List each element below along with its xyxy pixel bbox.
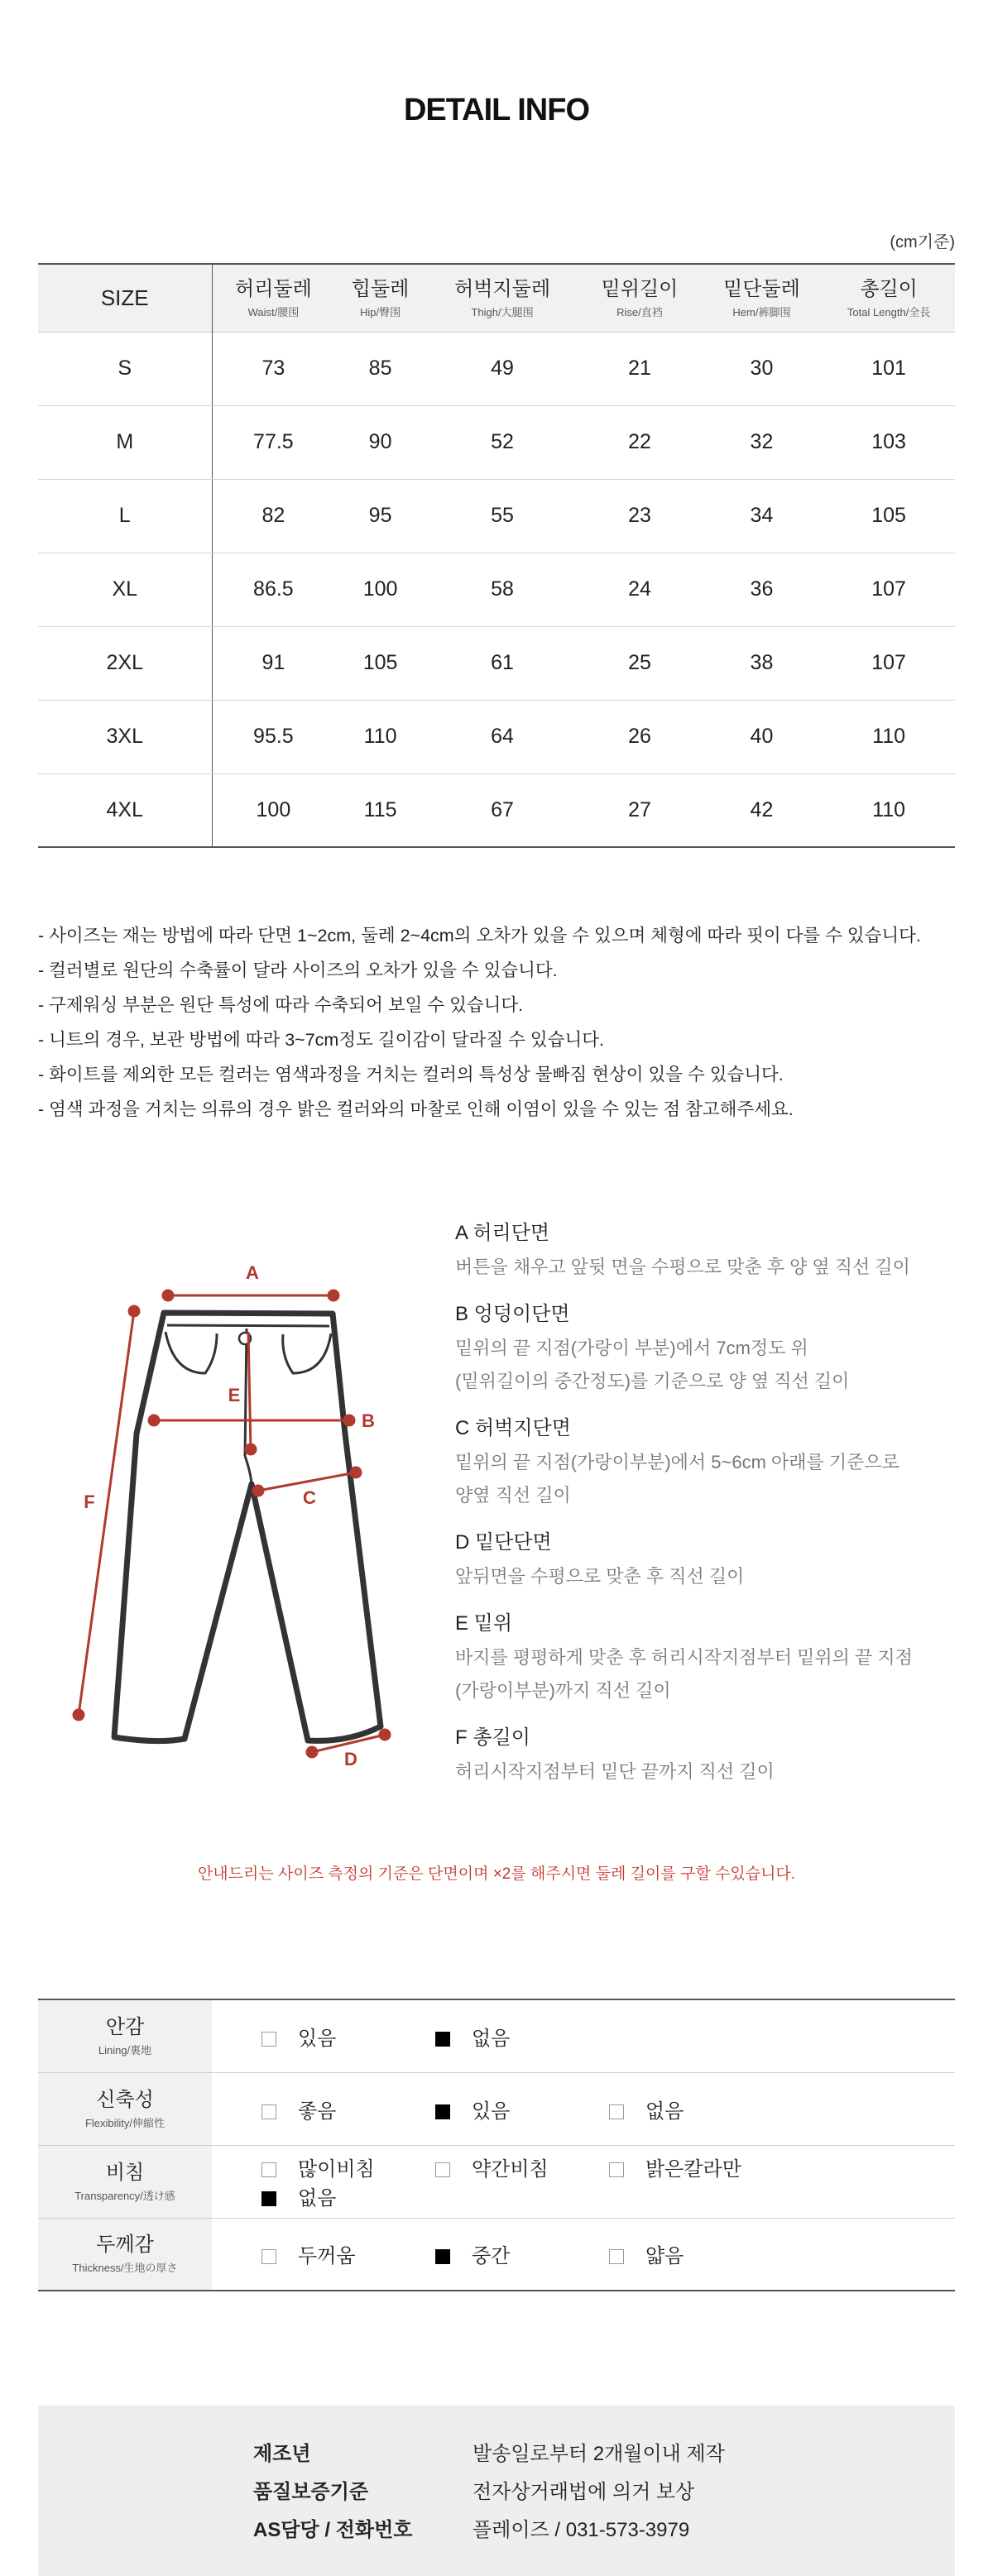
fly-line: [245, 1329, 247, 1456]
fabric-row: [38, 2218, 955, 2291]
value-cell: 86.5: [212, 553, 334, 626]
guide-item: [455, 1216, 968, 1284]
value-cell: 23: [578, 479, 700, 553]
note-item: - 니트의 경우, 보관 방법에 따라 3~7cm정도 길이감이 달라질 수 있습니다.: [38, 1030, 604, 1050]
size-table-header: [38, 264, 955, 332]
guide-desc: 앞뒤면을 수평으로 맞춘 후 직선 길이: [455, 1566, 745, 1587]
fabric-label-en: Thickness/生地の厚さ: [72, 2262, 178, 2275]
size-cell: S: [38, 332, 212, 405]
fabric-label-ko: 안감: [105, 2015, 145, 2038]
fabric-label-ko: 두께감: [96, 2234, 154, 2257]
value-cell: 101: [823, 332, 955, 405]
fabric-option: [435, 2152, 609, 2181]
label-d: D: [344, 1749, 357, 1769]
fabric-options: [212, 2218, 955, 2291]
value-cell: 67: [426, 773, 578, 847]
measure-guide: [455, 1216, 968, 1802]
info-value: 전자상거래법에 의거 보상: [473, 2481, 695, 2503]
fabric-option-label: 얇음: [645, 2245, 684, 2268]
value-cell: 100: [334, 553, 426, 626]
fabric-option: [435, 2239, 609, 2268]
fabric-option: [609, 2095, 783, 2124]
fabric-label-en: Transparency/透け感: [74, 2189, 175, 2202]
size-cell: 3XL: [38, 700, 212, 773]
fabric-label: [38, 1999, 212, 2072]
fabric-option-label: 있음: [472, 2100, 511, 2123]
guide-desc: (가랑이부분)까지 직선 길이: [455, 1680, 671, 1701]
value-cell: 107: [823, 553, 955, 626]
size-header: SIZE: [38, 264, 212, 332]
guide-item: [455, 1297, 968, 1398]
value-cell: 38: [701, 626, 823, 700]
value-cell: 110: [823, 700, 955, 773]
note-item: - 염색 과정을 거치는 의류의 경우 밝은 컬러와의 마찰로 인해 이염이 있을 수 있는 점 참고해주세요.: [38, 1099, 794, 1119]
fabric-option: [609, 2239, 783, 2268]
fabric-option: [261, 2095, 435, 2124]
page-title: DETAIL INFO: [403, 93, 590, 127]
value-cell: 64: [426, 700, 578, 773]
pants-diagram: [50, 1241, 414, 1803]
unchecked-box-icon: [435, 2162, 450, 2177]
fabric-label: [38, 2145, 212, 2218]
guide-item: [455, 1606, 968, 1707]
guide-desc: 버튼을 채우고 앞뒷 면을 수평으로 맞춘 후 양 옆 직선 길이: [455, 1257, 910, 1277]
col-header: 허리둘레 Waist/腰围: [235, 277, 312, 318]
col-header: 힙둘레 Hip/臀围: [351, 277, 410, 318]
fabric-row: [38, 1999, 955, 2072]
value-cell: 91: [212, 626, 334, 700]
info-key: AS담당 / 전화번호: [253, 2519, 413, 2541]
value-cell: 30: [701, 332, 823, 405]
guide-desc: 밑위의 끝 지점(가랑이부분)에서 5~6cm 아래를 기준으로: [455, 1452, 899, 1472]
guide-heading: D 밑단단면: [455, 1531, 552, 1554]
product-info-box: [38, 2406, 955, 2576]
value-cell: 40: [701, 700, 823, 773]
guide-desc: 바지를 평평하게 맞춘 후 허리시작지점부터 밑위의 끝 지점: [455, 1647, 913, 1668]
table-row: [38, 405, 955, 479]
col-header: 밑단둘레 Hem/裤脚围: [723, 277, 800, 318]
value-cell: 42: [701, 773, 823, 847]
value-cell: 115: [334, 773, 426, 847]
guide-heading: C 허벅지단면: [455, 1417, 571, 1439]
fabric-option: [261, 2152, 435, 2181]
size-cell: 2XL: [38, 626, 212, 700]
value-cell: 49: [426, 332, 578, 405]
value-cell: 36: [701, 553, 823, 626]
note-item: - 사이즈는 재는 방법에 따라 단면 1~2cm, 둘레 2~4cm의 오차가 있을 수 있으며 체형에 따라 핏이 다를 수 있습니다.: [38, 926, 921, 946]
fabric-row: [38, 2072, 955, 2145]
info-row: [38, 2475, 955, 2513]
unchecked-box-icon: [609, 2162, 624, 2177]
value-cell: 24: [578, 553, 700, 626]
fabric-options: [212, 1999, 955, 2072]
guide-item: [455, 1721, 968, 1788]
unchecked-box-icon: [261, 2162, 276, 2177]
fabric-option-label: 중간: [472, 2245, 511, 2268]
pants-outline: [114, 1313, 381, 1741]
table-row: [38, 479, 955, 553]
label-e: E: [228, 1385, 241, 1405]
value-cell: 77.5: [212, 405, 334, 479]
unchecked-box-icon: [609, 2104, 624, 2119]
size-cell: M: [38, 405, 212, 479]
fabric-option: [609, 2152, 783, 2181]
guide-heading: E 밑위: [455, 1612, 513, 1635]
col-header: 밑위길이 Rise/直裆: [601, 277, 679, 318]
note-item: - 화이트를 제외한 모든 컬러는 염색과정을 거치는 컬러의 특성상 물빠짐 현상이 있을 수 있습니다.: [38, 1065, 784, 1085]
size-cell: XL: [38, 553, 212, 626]
fabric-row: [38, 2145, 955, 2218]
value-cell: 58: [426, 553, 578, 626]
note-item: - 컬러별로 원단의 수축률이 달라 사이즈의 오차가 있을 수 있습니다.: [38, 960, 558, 980]
guide-desc: 허리시작지점부터 밑단 끝까지 직선 길이: [455, 1761, 775, 1782]
guide-heading: B 엉덩이단면: [455, 1303, 570, 1325]
checked-box-icon: [435, 2032, 450, 2047]
notes-list: [38, 918, 965, 1127]
value-cell: 61: [426, 626, 578, 700]
guide-heading: F 총길이: [455, 1726, 530, 1749]
fabric-option-label: 두꺼움: [298, 2245, 356, 2268]
value-cell: 21: [578, 332, 700, 405]
value-cell: 34: [701, 479, 823, 553]
value-cell: 32: [701, 405, 823, 479]
fabric-option: [261, 2181, 435, 2210]
guide-note: 안내드리는 사이즈 측정의 기준은 단면이며 ×2를 해주시면 둘레 길이를 구할 수있습니다.: [197, 1865, 796, 1883]
value-cell: 22: [578, 405, 700, 479]
value-cell: 82: [212, 479, 334, 553]
table-row: [38, 700, 955, 773]
checked-box-icon: [435, 2249, 450, 2264]
fabric-option-label: 없음: [298, 2187, 337, 2210]
label-c: C: [303, 1487, 316, 1508]
value-cell: 27: [578, 773, 700, 847]
value-cell: 26: [578, 700, 700, 773]
info-value: 발송일로부터 2개월이내 제작: [473, 2443, 725, 2465]
fabric-option-label: 있음: [298, 2027, 337, 2050]
guide-desc: 밑위의 끝 지점(가랑이 부분)에서 7cm정도 위: [455, 1338, 808, 1358]
guide-desc: 양옆 직선 길이: [455, 1485, 571, 1506]
fabric-options: [212, 2145, 955, 2218]
unchecked-box-icon: [261, 2104, 276, 2119]
guide-item: [455, 1525, 968, 1593]
value-cell: 25: [578, 626, 700, 700]
fabric-option-label: 많이비침: [298, 2158, 375, 2181]
value-cell: 105: [334, 626, 426, 700]
value-cell: 95: [334, 479, 426, 553]
label-f: F: [84, 1491, 95, 1512]
unchecked-box-icon: [609, 2249, 624, 2264]
size-table-body: [38, 332, 955, 847]
fabric-option: [261, 2239, 435, 2268]
fabric-label-ko: 신축성: [96, 2088, 154, 2111]
checked-box-icon: [261, 2191, 276, 2206]
note-item: - 구제워싱 부분은 원단 특성에 따라 수축되어 보일 수 있습니다.: [38, 995, 524, 1015]
info-key: 제조년: [253, 2443, 311, 2465]
fabric-option-label: 없음: [472, 2027, 511, 2050]
fabric-option-label: 없음: [645, 2100, 684, 2123]
fabric-option: [261, 2022, 435, 2051]
info-row: [38, 2437, 955, 2475]
fabric-label-ko: 비침: [105, 2161, 145, 2184]
unit-note: (cm기준): [890, 233, 955, 251]
info-key: 품질보증기준: [253, 2481, 369, 2503]
checked-box-icon: [435, 2104, 450, 2119]
guide-item: [455, 1411, 968, 1512]
value-cell: 110: [334, 700, 426, 773]
value-cell: 100: [212, 773, 334, 847]
value-cell: 55: [426, 479, 578, 553]
value-cell: 85: [334, 332, 426, 405]
table-row: [38, 773, 955, 847]
fabric-label-en: Lining/裏地: [98, 2043, 152, 2056]
col-header: 총길이 Total Length/全長: [847, 277, 931, 318]
size-cell: L: [38, 479, 212, 553]
guide-heading: A 허리단면: [455, 1222, 550, 1244]
value-cell: 90: [334, 405, 426, 479]
unchecked-box-icon: [261, 2249, 276, 2264]
guide-desc: (밑위길이의 중간정도)를 기준으로 양 옆 직선 길이: [455, 1371, 850, 1391]
value-cell: 110: [823, 773, 955, 847]
size-table: [38, 263, 955, 848]
value-cell: 107: [823, 626, 955, 700]
fabric-label: [38, 2218, 212, 2291]
label-b: B: [362, 1410, 375, 1431]
waistband-line: [167, 1325, 329, 1326]
label-a: A: [246, 1262, 259, 1283]
fabric-table: [38, 1999, 955, 2291]
fabric-options: [212, 2072, 955, 2145]
fabric-option: [435, 2022, 609, 2051]
table-row: [38, 626, 955, 700]
value-cell: 95.5: [212, 700, 334, 773]
fabric-label: [38, 2072, 212, 2145]
table-row: [38, 553, 955, 626]
fabric-option: [435, 2095, 609, 2124]
fabric-option-label: 약간비침: [472, 2158, 549, 2181]
info-row: [38, 2513, 955, 2551]
value-cell: 52: [426, 405, 578, 479]
value-cell: 105: [823, 479, 955, 553]
value-cell: 103: [823, 405, 955, 479]
size-cell: 4XL: [38, 773, 212, 847]
fabric-option-label: 좋음: [298, 2100, 337, 2123]
table-row: [38, 332, 955, 405]
fabric-label-en: Flexibility/伸縮性: [84, 2116, 166, 2129]
info-value: 플레이즈 / 031-573-3979: [473, 2519, 690, 2541]
col-header: 허벅지둘레 Thigh/大腿围: [454, 277, 551, 318]
unchecked-box-icon: [261, 2032, 276, 2047]
fabric-option-label: 밝은칼라만: [645, 2158, 741, 2181]
value-cell: 73: [212, 332, 334, 405]
